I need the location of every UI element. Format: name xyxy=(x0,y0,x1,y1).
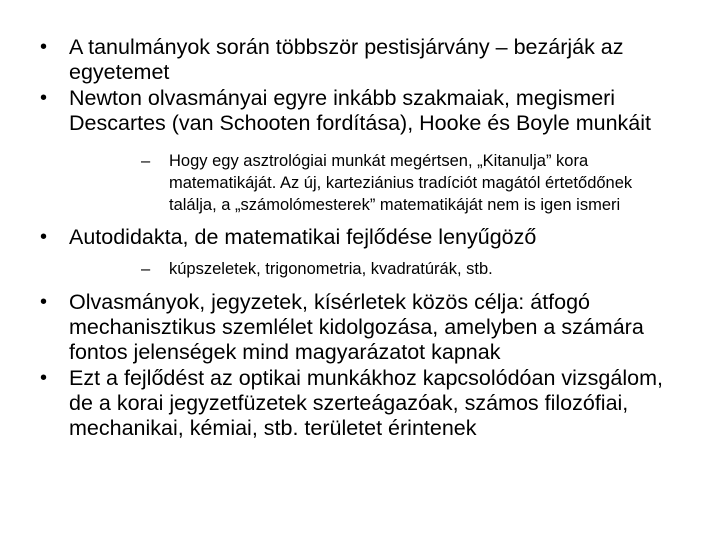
sub-bullet-text: kúpszeletek, trigonometria, kvadratúrák, stb. xyxy=(169,260,493,278)
bullet-dot: • xyxy=(40,226,48,248)
bullet-item-autodidact xyxy=(0,225,720,280)
bullet-item-readings xyxy=(0,86,720,216)
bullet-dot: • xyxy=(40,367,48,389)
bullet-dot: • xyxy=(40,36,48,58)
bullet-text: Ezt a fejlődést az optikai munkákhoz kapcsolódóan vizsgálom, de a korai jegyzetfüzetek szerteágazóak, számos filozófiai, mechanikai, kémiai, stb. területet érintenek xyxy=(69,366,663,440)
bullet-dot: • xyxy=(40,291,48,313)
bullet-text: A tanulmányok során többször pestisjárvány – bezárják az egyetemet xyxy=(69,35,624,84)
sub-bullet-item-topics xyxy=(69,258,690,280)
bullet-text: Olvasmányok, jegyzetek, kísérletek közös célja: átfogó mechanisztikus szemlélet kidolgozása, amelyben a számára fontos jelenségek mind magyarázatot kapnak xyxy=(69,290,644,364)
sub-bullet-dash: – xyxy=(141,152,151,170)
sub-bullet-item-astrology xyxy=(69,150,690,216)
bullet-text: Autodidakta, de matematikai fejlődése lenyűgöző xyxy=(69,225,537,249)
bullet-text: Newton olvasmányai egyre inkább szakmaiak, megismeri Descartes (van Schooten fordítása), Hooke és Boyle munkáit xyxy=(69,86,651,135)
sub-bullet-dash: – xyxy=(141,260,151,278)
sub-bullet-list xyxy=(69,150,690,216)
bullet-item-plague xyxy=(0,35,720,85)
bullet-item-optics xyxy=(0,366,720,441)
bullet-item-goal xyxy=(0,290,720,365)
sub-bullet-text: Hogy egy asztrológiai munkát megértsen, „Kitanulja” kora matematikáját. Az új, karteziánius tradíciót magától értetődőnek találja, a „számolómesterek” matematikáját nem is igen ismeri xyxy=(169,152,633,214)
bullet-dot: • xyxy=(40,87,48,109)
bullet-list xyxy=(0,35,720,442)
sub-bullet-list xyxy=(69,258,690,280)
